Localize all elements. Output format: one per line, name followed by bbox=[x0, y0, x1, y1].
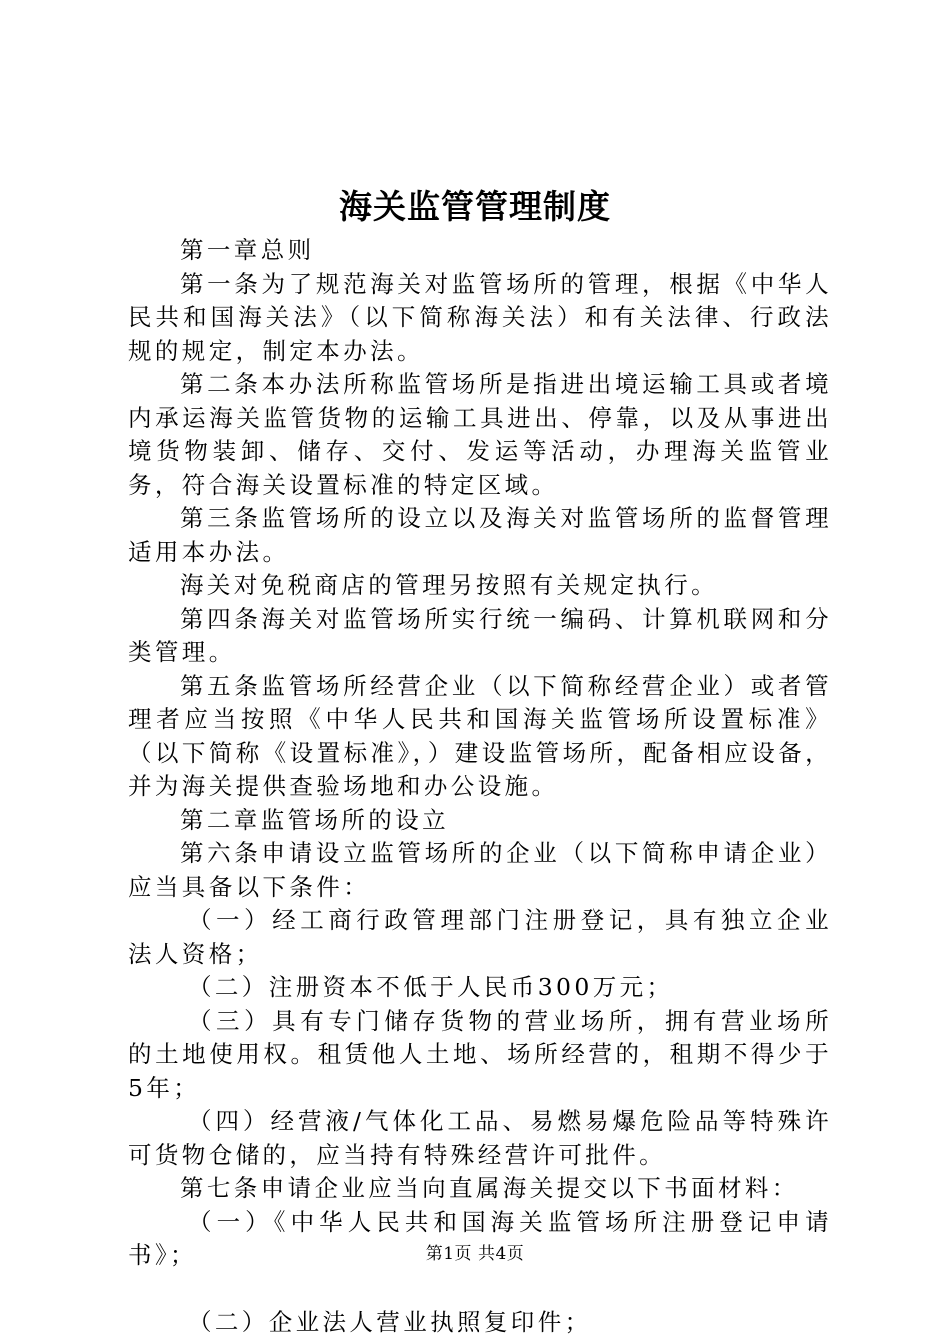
list-item: （四）经营液/气体化工品、易燃易爆危险品等特殊许可货物仓储的，应当持有特殊经营许可批件。 bbox=[128, 1107, 832, 1169]
article-paragraph: 第七条申请企业应当向直属海关提交以下书面材料： bbox=[180, 1174, 799, 1202]
article-paragraph: 第一条为了规范海关对监管场所的管理，根据《中华人民共和国海关法》（以下简称海关法）和有关法律、行政法规的规定，制定本办法。 bbox=[128, 269, 832, 365]
list-item: （一）经工商行政管理部门注册登记，具有独立企业法人资格； bbox=[128, 906, 832, 968]
document-title: 海关监管管理制度 bbox=[339, 187, 611, 226]
article-paragraph: 第三条监管场所的设立以及海关对监管场所的监督管理适用本办法。 bbox=[128, 504, 832, 566]
article-paragraph: 第六条申请设立监管场所的企业（以下简称申请企业）应当具备以下条件： bbox=[128, 839, 832, 901]
article-paragraph: 第五条监管场所经营企业（以下简称经营企业）或者管理者应当按照《中华人民共和国海关监管场所设置标准》（以下简称《设置标准》，）建设监管场所，配备相应设备，并为海关提供查验场地和办公设施。 bbox=[128, 671, 832, 800]
list-item: （二）企业法人营业执照复印件； bbox=[188, 1308, 592, 1336]
chapter-heading: 第一章总则 bbox=[180, 236, 315, 264]
list-item: （三）具有专门储存货物的营业场所，拥有营业场所的土地使用权。租赁他人土地、场所经营的，租期不得少于5年； bbox=[128, 1006, 832, 1102]
list-item: （一）《中华人民共和国海关监管场所注册登记申请书》； bbox=[128, 1207, 832, 1269]
document-body bbox=[128, 234, 832, 1340]
list-item: （二）注册资本不低于人民币300万元； bbox=[188, 973, 674, 1001]
page-footer: 第1页 共4页 bbox=[425, 1244, 525, 1264]
chapter-heading: 第二章监管场所的设立 bbox=[180, 805, 449, 834]
article-paragraph: 第二条本办法所称监管场所是指进出境运输工具或者境内承运海关监管货物的运输工具进出、停靠，以及从事进出境货物装卸、储存、交付、发运等活动，办理海关监管业务，符合海关设置标准的特定区域。 bbox=[128, 370, 832, 499]
article-paragraph: 第四条海关对监管场所实行统一编码、计算机联网和分类管理。 bbox=[128, 604, 832, 666]
spacer bbox=[128, 1273, 832, 1307]
article-paragraph: 海关对免税商店的管理另按照有关规定执行。 bbox=[180, 571, 718, 599]
